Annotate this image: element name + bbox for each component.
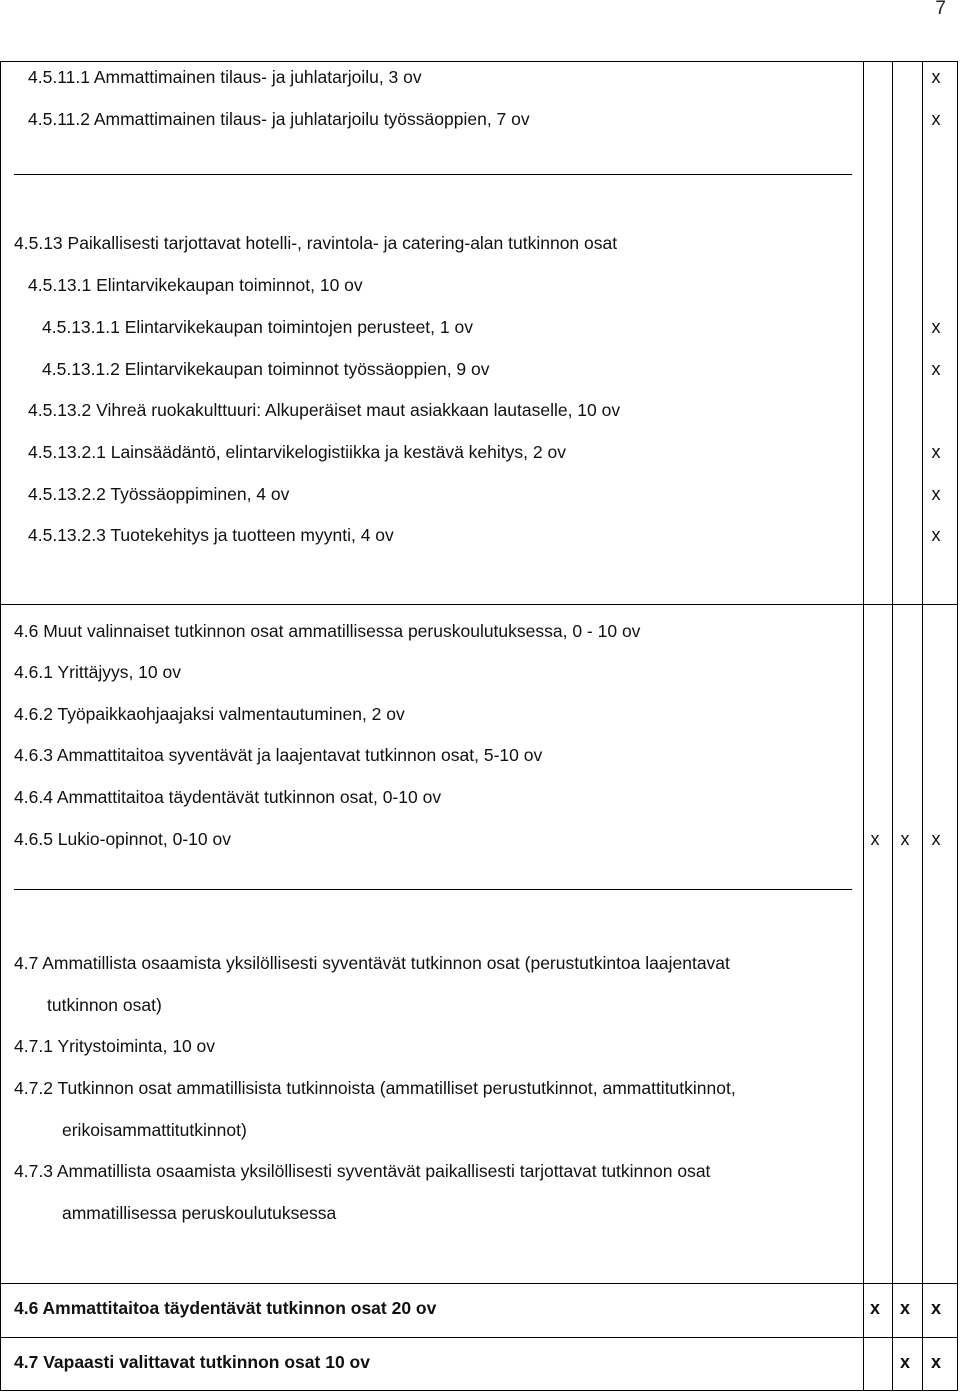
- row-label: erikoisammattitutkinnot): [62, 1120, 247, 1140]
- table-row: [0, 1031, 958, 1061]
- row-label: 4.5.13.1.2 Elintarvikekaupan toiminnot työssäoppien, 9 ov: [42, 359, 490, 379]
- column-mark-3: x: [931, 109, 941, 129]
- row-label: 4.7.2 Tutkinnon osat ammatillisista tutkinnoista (ammatilliset perustutkinnot, ammattitutkinnot,: [14, 1078, 736, 1098]
- row-label: 4.6.5 Lukio-opinnot, 0-10 ov: [14, 829, 231, 849]
- column-mark-3: x: [931, 317, 941, 337]
- column-mark-3: x: [931, 67, 941, 87]
- row-label: 4.5.13.2.3 Tuotekehitys ja tuotteen myynti, 4 ov: [28, 525, 394, 545]
- row-label: 4.5.13 Paikallisesti tarjottavat hotelli-, ravintola- ja catering-alan tutkinnon osat: [14, 233, 618, 253]
- row-label: 4.5.13.2 Vihreä ruokakulttuuri: Alkuperäiset maut asiakkaan lautaselle, 10 ov: [28, 400, 621, 420]
- table-row: [0, 479, 958, 509]
- table-row: [0, 1198, 958, 1228]
- table-row: [0, 990, 958, 1020]
- row-label: ammatillisessa peruskoulutuksessa: [62, 1203, 337, 1223]
- table-row: [0, 948, 958, 978]
- table-row: [0, 395, 958, 425]
- column-mark-1: x: [870, 829, 880, 849]
- table-row: [0, 1073, 958, 1103]
- table-row: [0, 824, 958, 854]
- column-mark-3: x: [931, 525, 941, 545]
- table-row: [0, 1347, 958, 1377]
- row-label: 4.6.1 Yrittäjyys, 10 ov: [14, 662, 181, 682]
- table-row: [0, 657, 958, 687]
- table-row: [0, 437, 958, 467]
- table-row: [0, 104, 958, 134]
- column-mark-3: x: [931, 829, 941, 849]
- row-label: 4.5.11.1 Ammattimainen tilaus- ja juhlatarjoilu, 3 ov: [28, 67, 422, 87]
- row-label: 4.5.13.2.1 Lainsäädäntö, elintarvikelogistiikka ja kestävä kehitys, 2 ov: [28, 442, 566, 462]
- row-label: 4.5.11.2 Ammattimainen tilaus- ja juhlatarjoilu työssäoppien, 7 ov: [28, 109, 530, 129]
- column-mark-2: x: [899, 1352, 910, 1372]
- table-row: [0, 62, 958, 92]
- table-row: [0, 228, 958, 258]
- row-label: 4.6 Ammattitaitoa täydentävät tutkinnon osat 20 ov: [14, 1298, 437, 1318]
- table-row: [0, 1293, 958, 1323]
- column-mark-3: x: [931, 359, 941, 379]
- underline-separator: [14, 174, 852, 175]
- row-label: 4.5.13.1.1 Elintarvikekaupan toimintojen perusteet, 1 ov: [42, 317, 473, 337]
- table-row: [0, 312, 958, 342]
- section-divider: [0, 604, 958, 605]
- row-label: 4.5.13.2.2 Työssäoppiminen, 4 ov: [28, 484, 290, 504]
- row-label: 4.7.1 Yritystoiminta, 10 ov: [14, 1036, 216, 1056]
- row-label: 4.7 Vapaasti valittavat tutkinnon osat 10 ov: [14, 1352, 370, 1372]
- row-label: 4.7.3 Ammatillista osaamista yksilöllisesti syventävät paikallisesti tarjottavat tutkinnon osat: [14, 1161, 711, 1181]
- row-label: 4.7 Ammatillista osaamista yksilöllisesti syventävät tutkinnon osat (perustutkintoa laajentavat: [14, 953, 730, 973]
- section-divider: [0, 1337, 958, 1338]
- column-mark-3: x: [931, 442, 941, 462]
- section-divider: [0, 1283, 958, 1284]
- column-mark-2: x: [899, 1298, 910, 1318]
- underline-separator: [14, 889, 852, 890]
- column-mark-2: x: [900, 829, 910, 849]
- table-row: [0, 699, 958, 729]
- row-label: 4.6 Muut valinnaiset tutkinnon osat ammatillisessa peruskoulutuksessa, 0 - 10 ov: [14, 621, 641, 641]
- table-row: [0, 782, 958, 812]
- column-mark-3: x: [930, 1298, 941, 1318]
- row-label: tutkinnon osat): [47, 995, 162, 1015]
- table-row: [0, 616, 958, 646]
- table-row: [0, 740, 958, 770]
- table-row: [0, 520, 958, 550]
- column-mark-3: x: [931, 484, 941, 504]
- column-mark-1: x: [869, 1298, 880, 1318]
- table-row: [0, 270, 958, 300]
- row-label: 4.6.3 Ammattitaitoa syventävät ja laajentavat tutkinnon osat, 5-10 ov: [14, 745, 543, 765]
- table-row: [0, 1115, 958, 1145]
- page-number: 7: [935, 0, 946, 19]
- row-label: 4.5.13.1 Elintarvikekaupan toiminnot, 10 ov: [28, 275, 363, 295]
- table-row: [0, 1156, 958, 1186]
- column-mark-3: x: [930, 1352, 941, 1372]
- table-row: [0, 354, 958, 384]
- row-label: 4.6.4 Ammattitaitoa täydentävät tutkinnon osat, 0-10 ov: [14, 787, 442, 807]
- row-label: 4.6.2 Työpaikkaohjaajaksi valmentautuminen, 2 ov: [14, 704, 405, 724]
